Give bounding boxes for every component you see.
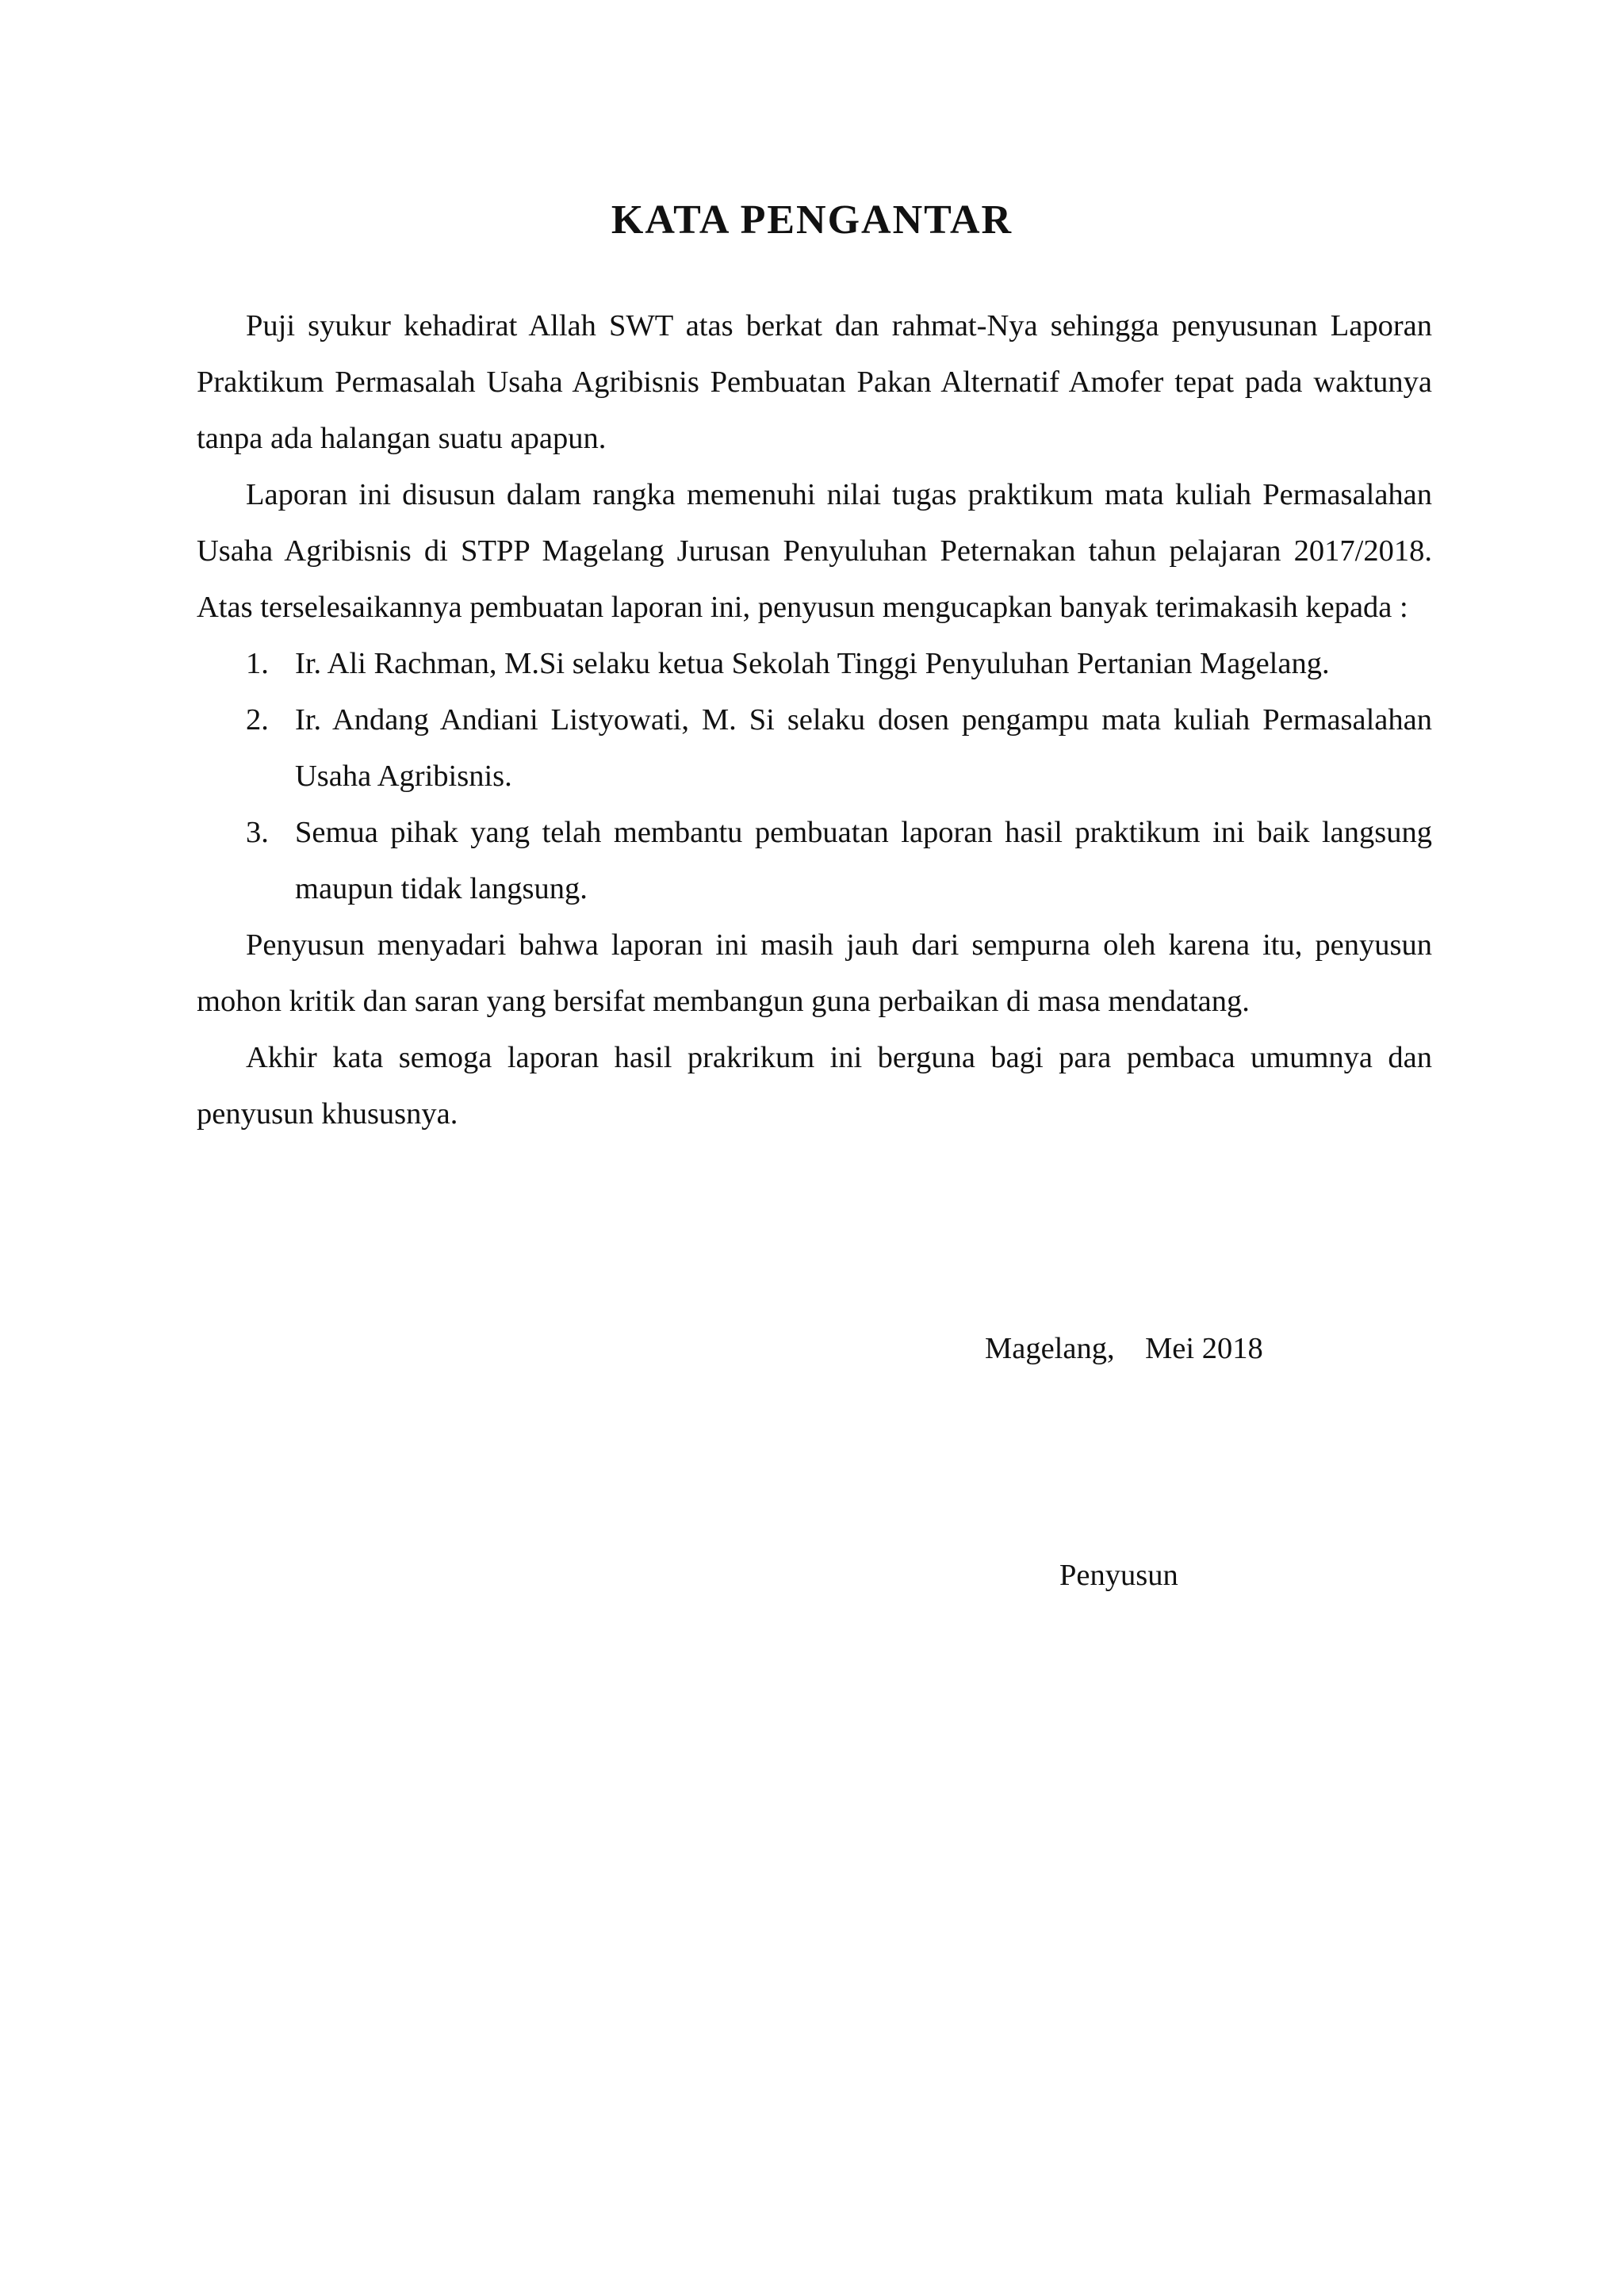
place-and-date: Magelang, Mei 2018 — [985, 1332, 1263, 1365]
acknowledgement-list — [197, 636, 1432, 917]
list-item-text: Semua pihak yang telah membantu pembuatan laporan hasil praktikum ini baik langsung maupun tidak langsung. — [295, 816, 1432, 905]
list-item-number: 1. — [246, 647, 269, 680]
paragraph-purpose: Laporan ini disusun dalam rangka memenuhi nilai tugas praktikum mata kuliah Permasalahan Usaha Agribisnis di STPP Magelang Jurusan Penyuluhan Peternakan tahun pelajaran 2017/2018. Atas terselesaikannya pembuatan laporan ini, penyusun mengucapkan banyak terimakasih kepada : — [197, 478, 1432, 624]
list-item — [197, 636, 1432, 692]
list-item-text: Ir. Andang Andiani Listyowati, M. Si selaku dosen pengampu mata kuliah Permasalahan Usaha Agribisnis. — [295, 703, 1432, 793]
list-item-number: 2. — [246, 703, 269, 737]
list-item-text: Ir. Ali Rachman, M.Si selaku ketua Sekolah Tinggi Penyuluhan Pertanian Magelang. — [295, 647, 1330, 680]
paragraph-closing: Akhir kata semoga laporan hasil prakrikum ini berguna bagi para pembaca umumnya dan penyusun khususnya. — [197, 1041, 1432, 1131]
list-item — [197, 692, 1432, 805]
document-body — [197, 298, 1432, 1142]
list-item — [197, 805, 1432, 917]
paragraph-apology: Penyusun menyadari bahwa laporan ini masih jauh dari sempurna oleh karena itu, penyusun mohon kritik dan saran yang bersifat membangun guna perbaikan di masa mendatang. — [197, 928, 1432, 1018]
page-title: KATA PENGANTAR — [611, 197, 1013, 243]
list-item-number: 3. — [246, 816, 269, 849]
author-signature-label: Penyusun — [1059, 1559, 1178, 1592]
paragraph-intro: Puji syukur kehadirat Allah SWT atas berkat dan rahmat-Nya sehingga penyusunan Laporan Praktikum Permasalah Usaha Agribisnis Pembuatan Pakan Alternatif Amofer tepat pada waktunya tanpa ada halangan suatu apapun. — [197, 309, 1432, 455]
